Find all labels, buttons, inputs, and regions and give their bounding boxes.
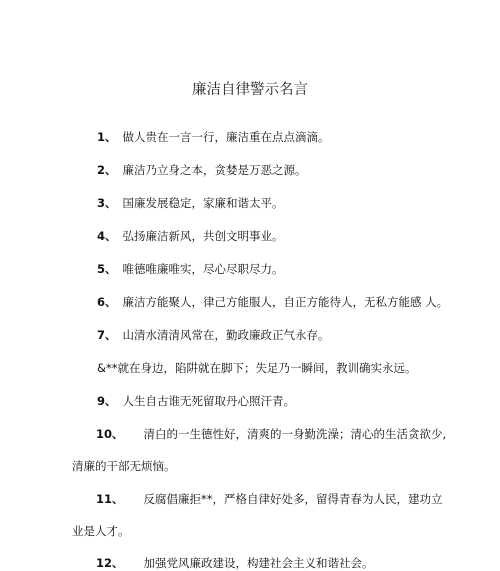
item-number: 1、 [97,130,117,144]
list-item [97,195,284,211]
item-number: 11、 [96,492,124,506]
list-item [97,327,330,343]
list-item [96,555,374,571]
list-item [97,294,448,310]
item-text: 清白的一生德性好，清爽的一身勤洗澡；清心的生活贪欲少, [143,427,447,441]
item-number: 6、 [97,295,117,309]
list-item [97,261,284,277]
list-item [97,393,295,409]
list-item-continuation: 清廉的干部无烦恼。 [72,459,176,473]
item-text: 唯德唯廉唯实，尽心尽职尽力。 [122,262,284,276]
item-text: 山清水清清风常在，勤政廉政正气永存。 [122,328,330,342]
item-text: 廉洁乃立身之本，贪婪是万恶之源。 [122,163,307,177]
item-number: 7、 [97,328,117,342]
item-text: 弘扬廉洁新风，共创文明事业。 [122,229,284,243]
list-item [97,162,307,178]
list-item [97,228,284,244]
item-text: 加强党风廉政建设，构建社会主义和谐社会。 [143,556,374,570]
list-item-continuation: 业是人才。 [72,524,130,538]
item-text: 反腐倡廉拒**，严格自律好处多，留得青春为人民，建功立 [143,492,443,506]
item-text: 人生自古谁无死留取丹心照汗青。 [122,394,296,408]
item-text: 国廉发展稳定，家廉和谐太平。 [122,196,284,210]
item-text: 廉洁方能聚人，律己方能服人，自正方能待人，无私方能感 人。 [122,295,449,309]
list-item [97,360,416,376]
document-title: 廉洁自律警示名言 [192,82,308,98]
list-item [97,129,330,145]
item-number: 4、 [97,229,117,243]
item-number: 3、 [97,196,117,210]
item-number: 12、 [96,556,124,570]
list-item [96,426,446,442]
item-number: 2、 [97,163,117,177]
item-number: 9、 [97,394,117,408]
item-text: 做人贵在一言一行，廉洁重在点点滴滴。 [122,130,330,144]
item-number: 5、 [97,262,117,276]
item-text: &**就在身边，陷阱就在脚下；失足乃一瞬间，教训确实永远。 [97,361,417,375]
list-item [96,491,443,507]
item-number: 10、 [96,427,124,441]
